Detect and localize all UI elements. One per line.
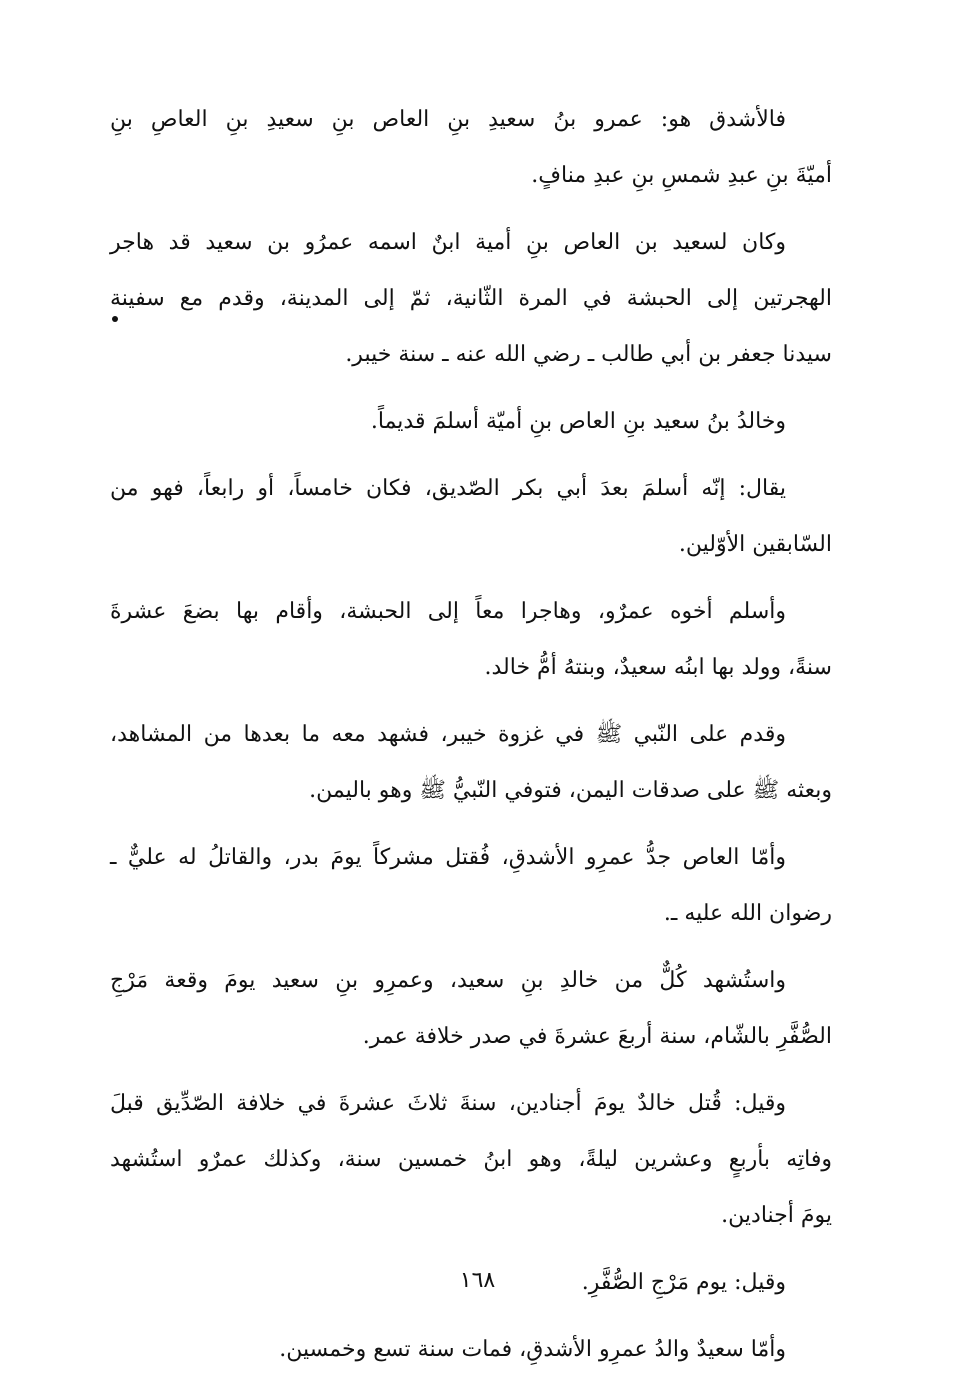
paragraph-khalid — [110, 394, 832, 450]
text-line: وقيل: يوم مَرْجِ الصُّفَّرِ. — [581, 1270, 786, 1295]
paragraph-amr-hijra — [110, 215, 832, 383]
text-line: وقيل: قُتل خالدٌ يومَ أجنادين، سنةَ ثلاثَ عشرةَ في خلافة الصّدِّيق قبلَ — [110, 1091, 786, 1116]
paragraph-ajnadayn — [110, 1076, 832, 1244]
paragraph-al-as — [110, 830, 832, 942]
text-line: وقدم على النّبي ﷺ في غزوة خيبر، فشهد معه ما بعدها من المشاهد، — [110, 722, 786, 747]
text-line: واستُشهد كُلٌّ من خالدِ بنِ سعيد، وعمرِو بنِ سعيد يومَ وقعة مَرْجِ — [110, 968, 786, 993]
text-line: فالأشدق هو: عمرو بنُ سعيدِ بنِ العاص بنِ سعيدِ بنِ العاصِ بنِ — [110, 107, 786, 132]
text-line: رضوان الله عليه ـ. — [663, 901, 832, 926]
text-line: وأسلم أخوه عمرٌو، وهاجرا معاً إلى الحبشة، وأقام بها بضعَ عشرةَ — [110, 599, 786, 624]
text-line: وأمّا سعيدٌ والدُ عمرِو الأشدقِ، فمات سنة تسع وخمسين. — [279, 1337, 786, 1362]
paragraph-early-converts — [110, 461, 832, 573]
text-line: الهجرتين إلى الحبشة في المرة الثّانية، ثمّ إلى المدينة، وقدم مع سفينة — [110, 286, 832, 311]
text-line: يومَ أجنادين. — [721, 1203, 832, 1228]
page-body — [110, 92, 832, 1389]
text-line: يقال: إنّه أسلمَ بعدَ أبي بكر الصّديق، فكان خامساً، أو رابعاً، فهو من — [110, 476, 786, 501]
text-line: سنةً، وولد بها ابنُه سعيدٌ، وبنتهُ أمُّ خالد. — [484, 655, 832, 680]
text-line: السّابقين الأوّلين. — [678, 532, 832, 557]
text-line: أميّةَ بنِ عبدِ شمسِ بنِ عبدِ منافٍ. — [531, 163, 832, 188]
page-number: ١٦٨ — [459, 1268, 496, 1293]
paragraph-lineage — [110, 92, 832, 204]
text-line: وأمّا العاص جدُّ عمرِو الأشدقِ، فُقتل مشركاً يومَ بدر، والقاتلُ له عليٌّ ـ — [110, 845, 786, 870]
margin-mark — [112, 316, 118, 322]
text-line: وكان لسعيد بن العاص بنِ أمية ابنٌ اسمه عمرُو بن سعيد قد هاجر — [110, 230, 786, 255]
text-line: سيدنا جعفر بن أبي طالب ـ رضي الله عنه ـ سنة خيبر. — [345, 342, 832, 367]
paragraph-said-death — [110, 1322, 832, 1378]
text-line: وفاتِه بأربعٍ وعشرين ليلةً، وهو ابنُ خمسين سنة، وكذلك عمرٌو استُشهد — [110, 1147, 832, 1172]
paragraph-khaybar — [110, 707, 832, 819]
paragraph-abyssinia — [110, 584, 832, 696]
text-line: وبعثه ﷺ على صدقات اليمن، فتوفي النّبيُّ ﷺ وهو باليمن. — [309, 778, 832, 803]
text-line: وخالدُ بنُ سعيد بنِ العاص بنِ أميّة أسلمَ قديماً. — [370, 409, 786, 434]
paragraph-martyrdom — [110, 953, 832, 1065]
text-line: الصُّفَّرِ بالشّام، سنة أربعَ عشرةَ في صدر خلافة عمر. — [362, 1024, 832, 1049]
